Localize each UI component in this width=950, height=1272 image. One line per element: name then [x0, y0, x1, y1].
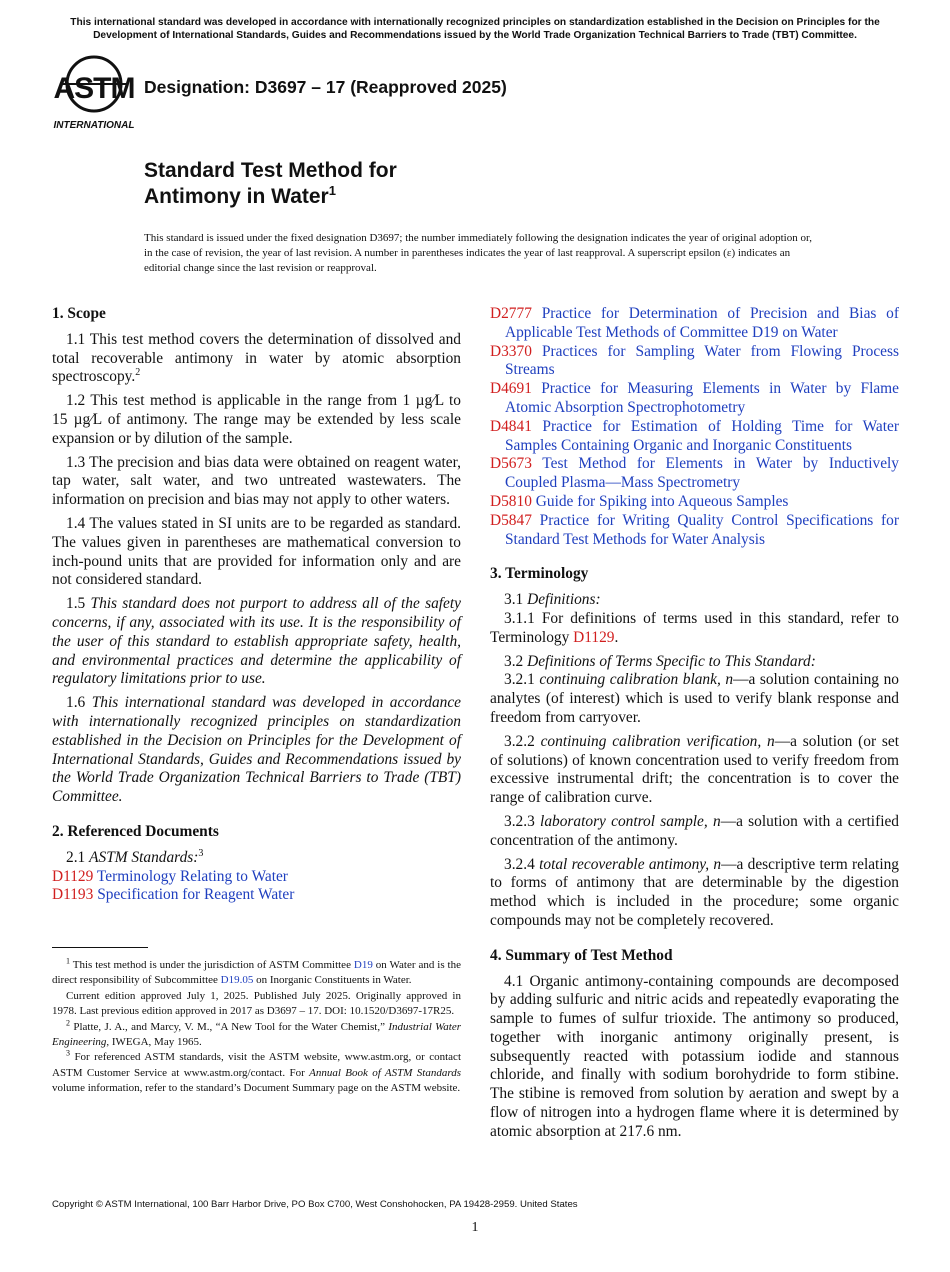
- ref-d5847[interactable]: D5847 Practice for Writing Quality Control Specifications for Standard Test Methods for Water Analysis: [490, 511, 899, 548]
- scope-heading: 1. Scope: [52, 305, 106, 322]
- ref-d1193[interactable]: D1193 Specification for Reagent Water: [52, 886, 295, 904]
- right-column: [490, 305, 899, 1147]
- footnote-divider: [52, 947, 148, 948]
- astm-standards-label: 2.1 ASTM Standards:$^3$: [66, 847, 204, 866]
- ref-d5673[interactable]: D5673 Test Method for Elements in Water by Inductively Coupled Plasma—Mass Spectrometry: [490, 455, 899, 492]
- title-footnote-mark: 1: [328, 183, 336, 198]
- term-3-2-1: 3.2.1 continuing calibration blank, n—a solution containing no analytes (of interest) which is used to verify blank response and freedom from carryover.: [490, 671, 899, 726]
- scope-1-3: 1.3 The precision and bias data were obtained on reagent water, tap water, salt water, and two untreated wastewaters. The information on precision and bias may not apply to other waters.: [52, 453, 461, 509]
- term-3-2: 3.2 Definitions of Terms Specific to This Standard:: [504, 652, 816, 670]
- link-d19-05[interactable]: D19.05: [220, 974, 254, 987]
- footnotes: [52, 958, 461, 1097]
- term-3-2-3: 3.2.3 laboratory control sample, n—a solution with a certified concentration of the antimony.: [490, 812, 899, 849]
- summary-4-1: 4.1 Organic antimony-containing compounds are decomposed by adding sulfuric and nitric acids and repeatedly evaporating the sample to fumes of sulfur trioxide. The antimony so produced, together with inorganic antimony originally present, is subsequently reacted with potassium iodide and stannous chloride, and finally with sodium borohydride to form stibine. The stibine is removed from solution by aeration and swept by a flow of nitrogen into a hydrogen flame where it is determined by atomic absorption at 217.6 nm.: [490, 972, 899, 1140]
- ref-d5810[interactable]: D5810 Guide for Spiking into Aqueous Samples: [490, 492, 789, 510]
- ref-d3370[interactable]: D3370 Practices for Sampling Water from Flowing Process Streams: [490, 342, 899, 379]
- scope-1-5: 1.5 This standard does not purport to address all of the safety concerns, if any, associated with its use. It is the responsibility of the user of this standard to establish appropriate safety, health, and environmental practices and determine the applicability of regulatory limitations prior to use.: [52, 595, 461, 688]
- logo-subtext: INTERNATIONAL: [53, 120, 135, 131]
- terminology-heading: 3. Terminology: [490, 565, 589, 583]
- document-title: [144, 158, 397, 210]
- scope-1-4: 1.4 The values stated in SI units are to be regarded as standard. The values given in parentheses are mathematical conversion to inch-pound units that are provided for information only and are not considered standard.: [52, 514, 461, 589]
- copyright-line: Copyright © ASTM International, 100 Barr Harbor Drive, PO Box C700, West Conshohocken, PA 19428-2959. United States: [52, 1199, 578, 1210]
- left-column: [52, 305, 461, 905]
- designation: Designation: D3697 – 17 (Reapproved 2025): [144, 77, 507, 97]
- logo-letters: ASTM: [53, 72, 135, 105]
- term-3-1: 3.1 Definitions:: [504, 591, 601, 609]
- ref-d1129[interactable]: D1129 Terminology Relating to Water: [52, 867, 288, 885]
- term-3-2-4: 3.2.4 total recoverable antimony, n—a descriptive term relating to forms of antimony that are determinable by the digestion method which is included in the procedure; some organic compounds may not be completely recovered.: [490, 855, 899, 929]
- title-line-2: Antimony in Water$^1$: [144, 183, 336, 208]
- referenced-heading: 2. Referenced Documents: [52, 822, 219, 840]
- link-d19[interactable]: D19: [353, 959, 373, 971]
- footnote-1: $^1$ This test method is under the jurisdiction of ASTM Committee D19 on Water and is the direct responsibility of Subcommittee D19.05 on Inorganic Constituents in Water.: [52, 956, 461, 987]
- link-d1129[interactable]: D1129: [573, 628, 615, 646]
- term-3-1-1: 3.1.1 For definitions of terms used in this standard, refer to Terminology D1129.: [490, 609, 899, 646]
- ref-d4841[interactable]: D4841 Practice for Estimation of Holding Time for Water Samples Containing Organic and Inorganic Constituents: [490, 417, 899, 454]
- scope-1-1: 1.1 This test method covers the determination of dissolved and total recoverable antimony in water by atomic absorption spectroscopy.$^2$: [52, 330, 461, 386]
- ref-d4691[interactable]: D4691 Practice for Measuring Elements in Water by Flame Atomic Absorption Spectrophotometry: [490, 380, 899, 416]
- term-3-2-2: 3.2.2 continuing calibration verification, n—a solution (or set of solutions) of known concentration used to verify freedom from excessive instrumental drift; the concentration is to cover the range of calibration curve.: [490, 732, 899, 807]
- astm-logo: [52, 54, 136, 132]
- page-number: 1: [471, 1220, 479, 1235]
- summary-heading: 4. Summary of Test Method: [490, 946, 673, 964]
- footnote-1-edition: Current edition approved July 1, 2025. Published July 2025. Originally approved in 1978. Last previous edition approved in 2017 as D3697 – 17. DOI: 10.1520/D3697-17R25.: [52, 989, 461, 1018]
- footnote-2: $^2$ Platte, J. A., and Marcy, V. M., “A New Tool for the Water Chemist,” Industrial Water Engineering, IWEGA, May 1965.: [52, 1017, 461, 1049]
- title-line-1: Standard Test Method for: [144, 159, 397, 182]
- scope-1-6: 1.6 This international standard was developed in accordance with internationally recognized principles on standardization established in the Decision on Principles for the Development of International Standards, Guides and Recommendations issued by the World Trade Organization Technical Barriers to Trade (TBT) Committee.: [52, 694, 461, 806]
- standard-notice: This international standard was developed in accordance with internationally recognized principles on standardization established in the Decision on Principles for the Development of International Standards, Guides and Recommendations issued by the World Trade Organization Technical Barriers to Trade (TBT) Committee.: [70, 17, 880, 41]
- footnote-3: $^3$ For referenced ASTM standards, visit the ASTM website, www.astm.org, or contact ASTM Customer Service at www.astm.org/contact. For Annual Book of ASTM Standards volume information, refer to the standard’s Document Summary page on the ASTM website.: [52, 1048, 461, 1095]
- scope-1-2: 1.2 This test method is applicable in the range from 1 µg⁄L to 15 µg⁄L of antimony. The range may be extended by less scale expansion or by dilution of the sample.: [52, 392, 461, 447]
- ref-d2777[interactable]: D2777 Practice for Determination of Precision and Bias of Applicable Test Methods of Committee D19 on Water: [490, 305, 899, 341]
- issue-note: This standard is issued under the fixed designation D3697; the number immediately following the designation indicates the year of original adoption or, in the case of revision, the year of last revision. A number in parentheses indicates the year of last reapproval. A superscript epsilon (ε) indicates an editorial change since the last revision or reapproval.: [144, 232, 812, 274]
